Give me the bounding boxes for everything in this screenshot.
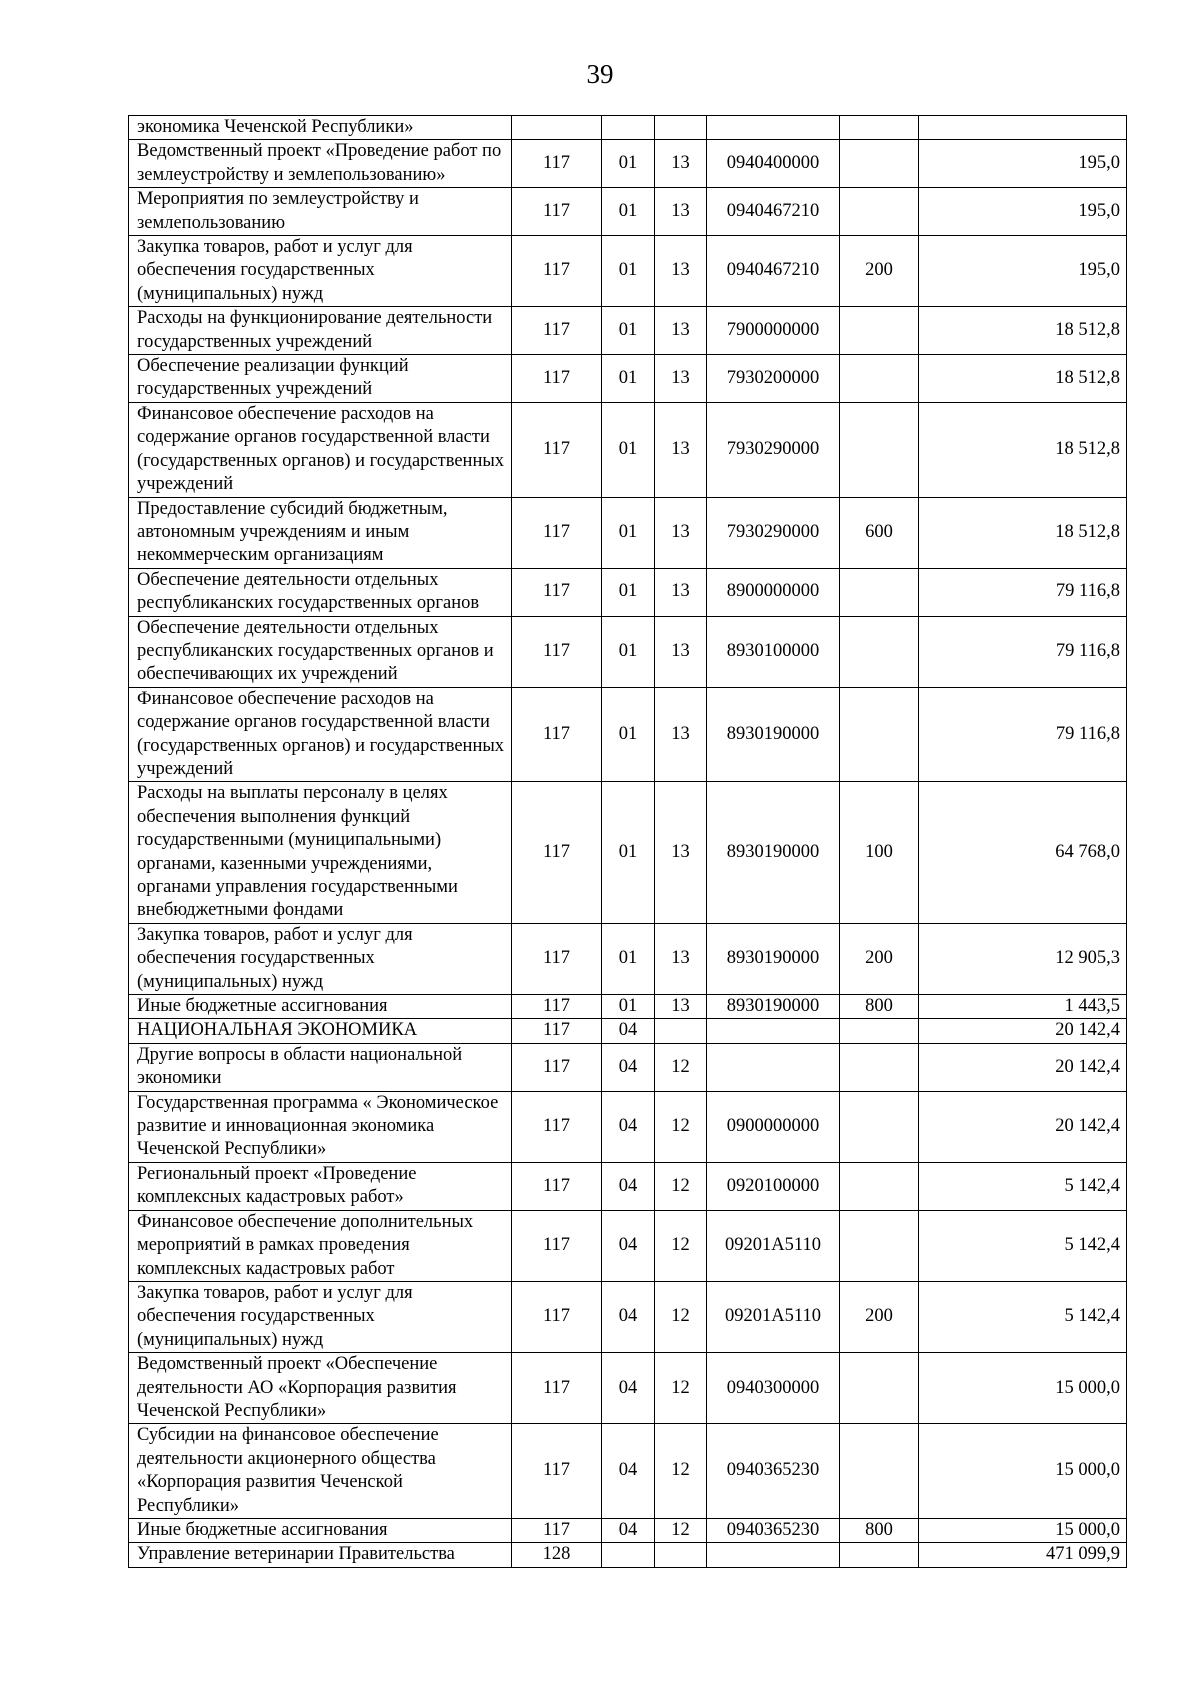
amount-cell: 5 142,4 [919,1210,1127,1281]
item-name-cell: Обеспечение деятельности отдельных республиканских государственных органов [129,568,512,616]
section-code-cell [602,116,655,140]
subsection-code-cell: 12 [655,1162,707,1210]
section-code-cell: 01 [602,568,655,616]
item-name-cell: Другие вопросы в области национальной экономики [129,1043,512,1091]
department-code-cell: 117 [512,782,602,923]
table-body [129,116,1127,1568]
department-code-cell: 117 [512,1019,602,1043]
subsection-code-cell: 13 [655,307,707,355]
amount-cell: 195,0 [919,188,1127,236]
table-row [129,188,1127,236]
section-code-cell: 01 [602,923,655,994]
section-code-cell: 04 [602,1353,655,1424]
item-name-cell: Иные бюджетные ассигнования [129,1518,512,1542]
table-row [129,307,1127,355]
expense-type-code-cell [840,307,919,355]
item-name-cell: Расходы на функционирование деятельности государственных учреждений [129,307,512,355]
department-code-cell: 117 [512,687,602,782]
item-name-cell: Мероприятия по землеустройству и землепользованию [129,188,512,236]
table-row [129,1353,1127,1424]
expense-type-code-cell [840,402,919,497]
subsection-code-cell: 12 [655,1043,707,1091]
target-item-code-cell [707,1543,840,1567]
expense-type-code-cell [840,568,919,616]
amount-cell: 15 000,0 [919,1353,1127,1424]
expense-type-code-cell [840,355,919,403]
expense-type-code-cell: 800 [840,1518,919,1542]
target-item-code-cell: 0940365230 [707,1424,840,1519]
target-item-code-cell: 09201A5110 [707,1281,840,1352]
subsection-code-cell [655,116,707,140]
subsection-code-cell: 13 [655,568,707,616]
table-row [129,1210,1127,1281]
expense-type-code-cell: 200 [840,923,919,994]
target-item-code-cell: 0940365230 [707,1518,840,1542]
expense-type-code-cell: 600 [840,497,919,568]
target-item-code-cell [707,116,840,140]
section-code-cell: 04 [602,1518,655,1542]
department-code-cell: 117 [512,1424,602,1519]
amount-cell: 64 768,0 [919,782,1127,923]
target-item-code-cell [707,1043,840,1091]
item-name-cell: Иные бюджетные ассигнования [129,995,512,1019]
item-name-cell: экономика Чеченской Республики» [129,116,512,140]
subsection-code-cell: 12 [655,1353,707,1424]
amount-cell: 15 000,0 [919,1424,1127,1519]
amount-cell: 12 905,3 [919,923,1127,994]
expense-type-code-cell [840,1019,919,1043]
expense-type-code-cell [840,1091,919,1162]
target-item-code-cell: 0940400000 [707,140,840,188]
table-row [129,995,1127,1019]
amount-cell: 18 512,8 [919,497,1127,568]
subsection-code-cell [655,1543,707,1567]
amount-cell: 15 000,0 [919,1518,1127,1542]
table-row [129,1043,1127,1091]
department-code-cell: 117 [512,568,602,616]
subsection-code-cell: 13 [655,355,707,403]
expense-type-code-cell [840,188,919,236]
section-code-cell: 04 [602,1091,655,1162]
table-row [129,402,1127,497]
item-name-cell: Закупка товаров, работ и услуг для обеспечения государственных (муниципальных) нужд [129,236,512,307]
item-name-cell: Финансовое обеспечение дополнительных мероприятий в рамках проведения комплексных кадастровых работ [129,1210,512,1281]
target-item-code-cell: 7930290000 [707,497,840,568]
department-code-cell: 117 [512,188,602,236]
expense-type-code-cell: 800 [840,995,919,1019]
section-code-cell: 01 [602,236,655,307]
department-code-cell: 117 [512,995,602,1019]
table-row [129,568,1127,616]
subsection-code-cell: 12 [655,1518,707,1542]
section-code-cell: 01 [602,188,655,236]
section-code-cell: 04 [602,1424,655,1519]
target-item-code-cell: 0940300000 [707,1353,840,1424]
target-item-code-cell: 8930190000 [707,782,840,923]
expense-type-code-cell [840,1043,919,1091]
item-name-cell: Ведомственный проект «Обеспечение деятельности АО «Корпорация развития Чеченской Республики» [129,1353,512,1424]
expense-type-code-cell [840,140,919,188]
subsection-code-cell: 13 [655,236,707,307]
amount-cell: 18 512,8 [919,355,1127,403]
target-item-code-cell: 0940467210 [707,188,840,236]
section-code-cell: 01 [602,687,655,782]
item-name-cell: Региональный проект «Проведение комплексных кадастровых работ» [129,1162,512,1210]
table-row [129,116,1127,140]
table-row [129,1424,1127,1519]
subsection-code-cell: 13 [655,497,707,568]
expense-type-code-cell: 200 [840,236,919,307]
section-code-cell [602,1543,655,1567]
subsection-code-cell: 13 [655,923,707,994]
expense-type-code-cell: 200 [840,1281,919,1352]
target-item-code-cell: 8900000000 [707,568,840,616]
department-code-cell: 117 [512,1091,602,1162]
subsection-code-cell: 12 [655,1424,707,1519]
table-row [129,923,1127,994]
department-code-cell: 117 [512,1162,602,1210]
table-row [129,1518,1127,1542]
department-code-cell: 117 [512,1353,602,1424]
table-row [129,1281,1127,1352]
target-item-code-cell: 09201A5110 [707,1210,840,1281]
item-name-cell: Управление ветеринарии Правительства [129,1543,512,1567]
table-row [129,616,1127,687]
table-row [129,140,1127,188]
section-code-cell: 01 [602,140,655,188]
department-code-cell: 128 [512,1543,602,1567]
table-row [129,687,1127,782]
amount-cell: 5 142,4 [919,1162,1127,1210]
item-name-cell: Обеспечение деятельности отдельных республиканских государственных органов и обеспечивающих их учреждений [129,616,512,687]
target-item-code-cell: 7930200000 [707,355,840,403]
expense-type-code-cell [840,616,919,687]
department-code-cell [512,116,602,140]
amount-cell: 471 099,9 [919,1543,1127,1567]
department-code-cell: 117 [512,355,602,403]
target-item-code-cell: 0900000000 [707,1091,840,1162]
expense-type-code-cell: 100 [840,782,919,923]
table-row [129,1091,1127,1162]
section-code-cell: 04 [602,1019,655,1043]
section-code-cell: 04 [602,1281,655,1352]
department-code-cell: 117 [512,1043,602,1091]
section-code-cell: 01 [602,355,655,403]
target-item-code-cell [707,1019,840,1043]
amount-cell: 18 512,8 [919,307,1127,355]
department-code-cell: 117 [512,402,602,497]
expense-type-code-cell [840,116,919,140]
page-number: 39 [586,59,614,89]
budget-table [128,115,1127,1568]
item-name-cell: Субсидии на финансовое обеспечение деятельности акционерного общества «Корпорация развития Чеченской Республики» [129,1424,512,1519]
item-name-cell: Расходы на выплаты персоналу в целях обеспечения выполнения функций государственными (муниципальными) органами, казенными учреждениями, органами управления государственными внебюджетными фондами [129,782,512,923]
amount-cell: 18 512,8 [919,402,1127,497]
item-name-cell: НАЦИОНАЛЬНАЯ ЭКОНОМИКА [129,1019,512,1043]
expense-type-code-cell [840,687,919,782]
item-name-cell: Закупка товаров, работ и услуг для обеспечения государственных (муниципальных) нужд [129,1281,512,1352]
amount-cell: 79 116,8 [919,568,1127,616]
amount-cell: 20 142,4 [919,1091,1127,1162]
section-code-cell: 04 [602,1210,655,1281]
subsection-code-cell: 13 [655,616,707,687]
department-code-cell: 117 [512,616,602,687]
target-item-code-cell: 8930100000 [707,616,840,687]
section-code-cell: 04 [602,1162,655,1210]
department-code-cell: 117 [512,497,602,568]
department-code-cell: 117 [512,140,602,188]
amount-cell: 1 443,5 [919,995,1127,1019]
department-code-cell: 117 [512,923,602,994]
amount-cell: 195,0 [919,236,1127,307]
target-item-code-cell: 8930190000 [707,687,840,782]
table-row [129,1019,1127,1043]
target-item-code-cell: 8930190000 [707,995,840,1019]
item-name-cell: Финансовое обеспечение расходов на содержание органов государственной власти (государственных органов) и государственных учреждений [129,687,512,782]
department-code-cell: 117 [512,1281,602,1352]
item-name-cell: Ведомственный проект «Проведение работ по землеустройству и землепользованию» [129,140,512,188]
amount-cell: 195,0 [919,140,1127,188]
department-code-cell: 117 [512,1518,602,1542]
subsection-code-cell: 13 [655,188,707,236]
subsection-code-cell: 13 [655,402,707,497]
item-name-cell: Государственная программа « Экономическое развитие и инновационная экономика Чеченской Республики» [129,1091,512,1162]
section-code-cell: 01 [602,616,655,687]
table-row [129,1543,1127,1567]
table-row [129,782,1127,923]
expense-type-code-cell [840,1162,919,1210]
table-row [129,355,1127,403]
target-item-code-cell: 0940467210 [707,236,840,307]
section-code-cell: 01 [602,307,655,355]
subsection-code-cell: 12 [655,1091,707,1162]
subsection-code-cell: 12 [655,1281,707,1352]
subsection-code-cell: 13 [655,782,707,923]
expense-type-code-cell [840,1424,919,1519]
department-code-cell: 117 [512,307,602,355]
subsection-code-cell: 13 [655,995,707,1019]
subsection-code-cell: 12 [655,1210,707,1281]
target-item-code-cell: 0920100000 [707,1162,840,1210]
expense-type-code-cell [840,1353,919,1424]
table-row [129,497,1127,568]
table-row [129,1162,1127,1210]
table-row [129,236,1127,307]
amount-cell: 20 142,4 [919,1043,1127,1091]
department-code-cell: 117 [512,236,602,307]
item-name-cell: Финансовое обеспечение расходов на содержание органов государственной власти (государственных органов) и государственных учреждений [129,402,512,497]
target-item-code-cell: 8930190000 [707,923,840,994]
item-name-cell: Предоставление субсидий бюджетным, автономным учреждениям и иным некоммерческим организациям [129,497,512,568]
section-code-cell: 01 [602,782,655,923]
target-item-code-cell: 7900000000 [707,307,840,355]
section-code-cell: 01 [602,402,655,497]
target-item-code-cell: 7930290000 [707,402,840,497]
section-code-cell: 04 [602,1043,655,1091]
section-code-cell: 01 [602,497,655,568]
section-code-cell: 01 [602,995,655,1019]
amount-cell [919,116,1127,140]
amount-cell: 5 142,4 [919,1281,1127,1352]
expense-type-code-cell [840,1210,919,1281]
item-name-cell: Обеспечение реализации функций государственных учреждений [129,355,512,403]
item-name-cell: Закупка товаров, работ и услуг для обеспечения государственных (муниципальных) нужд [129,923,512,994]
amount-cell: 20 142,4 [919,1019,1127,1043]
amount-cell: 79 116,8 [919,687,1127,782]
subsection-code-cell: 13 [655,687,707,782]
department-code-cell: 117 [512,1210,602,1281]
subsection-code-cell [655,1019,707,1043]
expense-type-code-cell [840,1543,919,1567]
subsection-code-cell: 13 [655,140,707,188]
amount-cell: 79 116,8 [919,616,1127,687]
